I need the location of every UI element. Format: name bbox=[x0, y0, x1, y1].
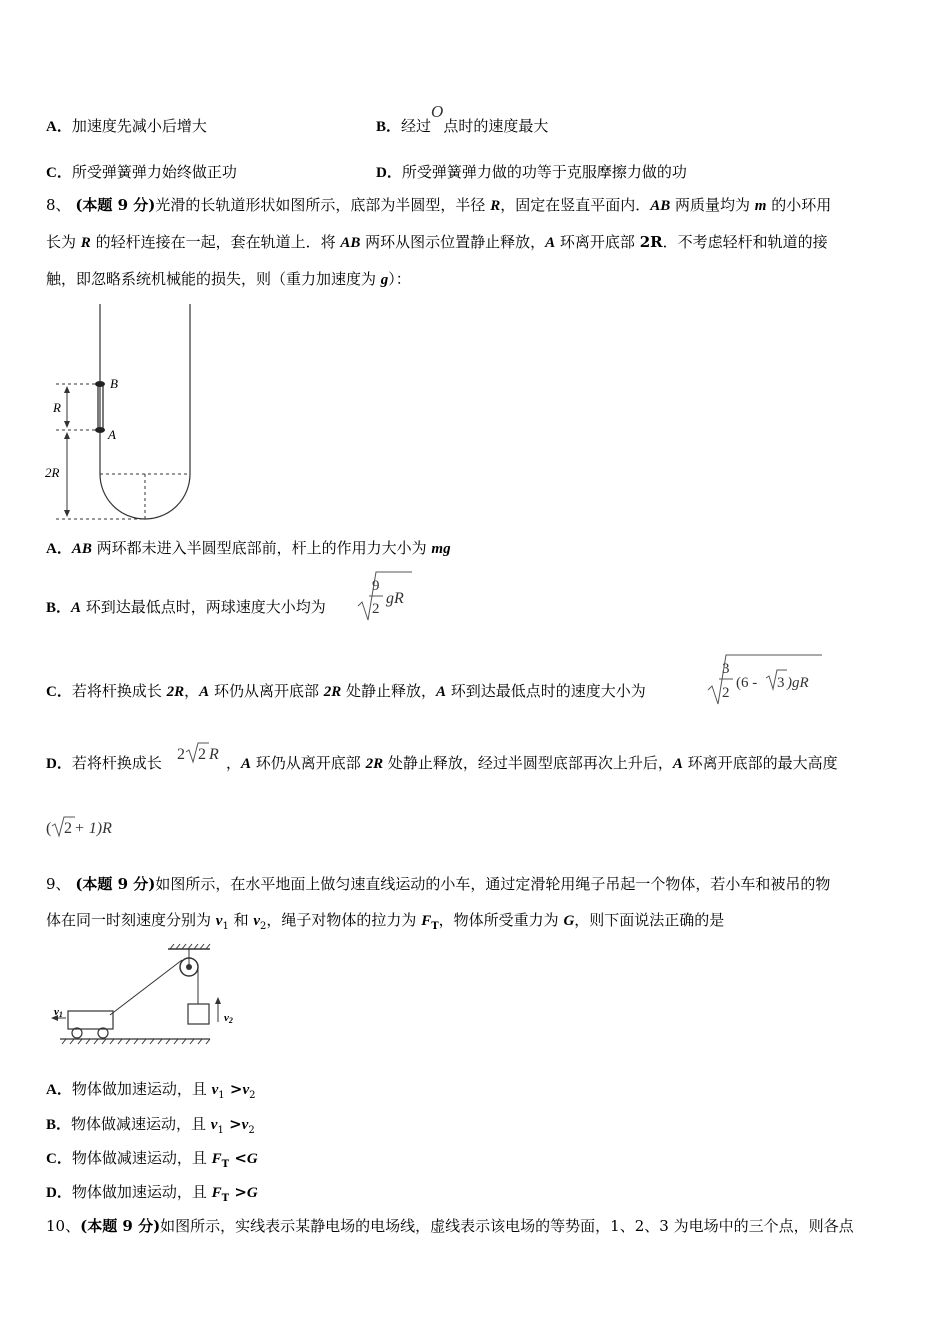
svg-text:)gR: )gR bbox=[787, 675, 809, 691]
q7-option-d: D．所受弹簧弹力做的功等于克服摩擦力做的功 bbox=[376, 163, 687, 181]
q9-option-d: D．物体做加速运动，且 $F_T >G$ bbox=[46, 1183, 258, 1204]
q8-option-c-formula bbox=[706, 652, 826, 708]
svg-text:2: 2 bbox=[177, 746, 185, 763]
svg-text:(6 -: (6 - bbox=[736, 675, 758, 691]
svg-text:(: ( bbox=[46, 820, 52, 837]
svg-text:gR: gR bbox=[386, 590, 404, 607]
q8-stem: 8、 (本题 9 分)光滑的长轨道形状如图所示，底部为半圆型，半径 R，固定在竖直平面内．AB 两质量均为 m 的小环用 长为 R 的轻杆连接在一起，套在轨道上．将 AB 两环从图示位置静止释放，A 环离开底部 2R．不考虑轻杆和轨道的接 触，即忽略系统机械能的损失，则（重力加速度为 g）： bbox=[46, 196, 832, 288]
svg-text:2: 2 bbox=[722, 685, 730, 701]
q8-option-a: A．AB 两环都未进入半圆型底部前，杆上的作用力大小为 mg bbox=[46, 539, 451, 557]
svg-text:3: 3 bbox=[777, 675, 785, 691]
svg-text:v1: v1 bbox=[54, 1006, 63, 1019]
cart bbox=[68, 1011, 113, 1029]
q9-stem: 9、 (本题 9 分)如图所示，在水平地面上做匀速直线运动的小车，通过定滑轮用绳子吊起一个物体，若小车和被吊的物 体在同一时刻速度分别为 $v_1$ 和 $v_2$，绳子对物体的拉力为 $F_T$，物体所受重力为 G，则下面说法正确的是 bbox=[46, 875, 831, 932]
q9-option-b: B．物体做减速运动，且 $v_1 >v_2$ bbox=[46, 1115, 255, 1136]
q8-option-c: C．若将杆换成长 2R，A 环仍从离开底部 2R 处静止释放，A 环到达最低点时的速度大小为 bbox=[46, 682, 646, 700]
svg-text:9: 9 bbox=[372, 578, 380, 594]
q8-track-figure bbox=[40, 300, 210, 528]
svg-text:3: 3 bbox=[722, 661, 730, 677]
svg-text:2: 2 bbox=[64, 820, 72, 837]
q8-option-d-answer bbox=[46, 812, 136, 840]
q7-option-a: A．加速度先减小后增大 bbox=[46, 117, 207, 135]
q9-pulley-figure bbox=[46, 942, 246, 1054]
ring-b bbox=[95, 381, 105, 387]
q8-option-b: B．A 环到达最低点时，两球速度大小均为 bbox=[46, 598, 326, 616]
q9-option-c: C．物体做减速运动，且 $F_T <G$ bbox=[46, 1149, 258, 1170]
label-b: B bbox=[110, 376, 118, 391]
svg-text:2: 2 bbox=[372, 601, 380, 617]
ring-a bbox=[95, 427, 105, 433]
label-a: A bbox=[108, 427, 116, 442]
q10-stem: 10、(本题 9 分)如图所示，实线表示某静电场的电场线，虚线表示该电场的等势面，1、2、3 为电场中的三个点，则各点 bbox=[46, 1217, 854, 1235]
q9-option-a: A．物体做加速运动，且 $v_1 >v_2$ bbox=[46, 1080, 256, 1101]
svg-text:R: R bbox=[209, 746, 219, 763]
q8-option-d-rod-length bbox=[176, 740, 226, 768]
label-r: R bbox=[53, 400, 61, 415]
q8-option-d: D．若将杆换成长 bbox=[46, 754, 162, 772]
q8-option-d-text: ，A 环仍从离开底部 2R 处静止释放，经过半圆型底部再次上升后，A 环离开底部的最大高度 bbox=[226, 754, 838, 772]
q7-option-c: C．所受弹簧弹力始终做正功 bbox=[46, 163, 237, 181]
q8-option-b-formula bbox=[356, 570, 416, 624]
svg-text:+ 1)R: + 1)R bbox=[74, 820, 112, 837]
svg-text:2: 2 bbox=[198, 746, 206, 763]
label-2r: 2R bbox=[45, 465, 60, 480]
svg-text:v2: v2 bbox=[224, 1012, 233, 1025]
hanging-block bbox=[188, 1004, 209, 1024]
q7-option-b: B．经过O点时的速度最大 bbox=[376, 102, 549, 135]
